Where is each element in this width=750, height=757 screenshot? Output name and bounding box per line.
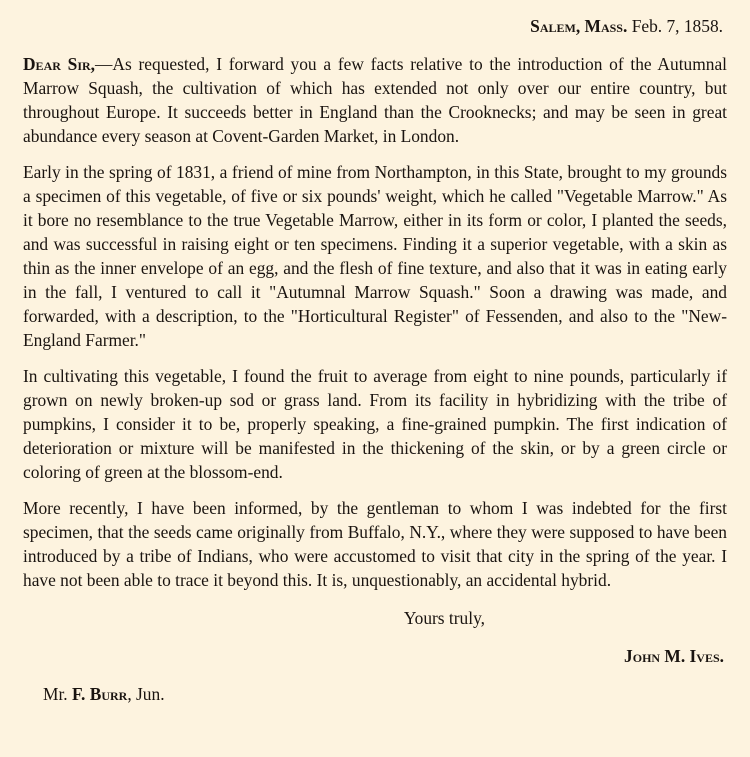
signature-name: John M. Ives. <box>624 646 724 666</box>
closing: Yours truly, <box>403 608 485 628</box>
addressee-prefix: Mr. <box>43 684 68 704</box>
letter-paragraph <box>23 364 727 484</box>
paragraph-text: More recently, I have been informed, by the gentleman to whom I was indebted for the first specimen, that the seeds came originally from Buffalo, N.Y., where they were supposed to have been introduced by a tribe of Indians, who were accustomed to visit that city in the spring of the year. I have not been able to trace it beyond this. It is, unquestionably, an accidental hybrid. <box>23 498 727 590</box>
paragraph-text: In cultivating this vegetable, I found the fruit to average from eight to nine pounds, particularly if grown on newly broken-up sod or grass land. From its facility in hybridizing with the tribe of pumpkins, I consider it to be, properly speaking, a fine-grained pumpkin. The first indication of deterioration or mixture will be manifested in the thickening of the skin, or by a green circle or coloring of green at the blossom-end. <box>23 366 727 482</box>
addressee-suffix: , Jun. <box>127 684 165 704</box>
paragraph-text: Early in the spring of 1831, a friend of mine from Northampton, in this State, brought to my grounds a specimen of this vegetable, of five or six pounds' weight, which he called "Vegetable Marrow." As it bore no resemblance to the true Vegetable Marrow, either in its form or color, I planted the seeds, and was successful in raising eight or ten specimens. Finding it a superior vegetable, with a skin as thin as the inner envelope of an egg, and the flesh of fine texture, and also that it was in eating early in the fall, I ventured to call it "Autumnal Marrow Squash." Soon a drawing was made, and forwarded, with a description, to the "Horticultural Register" of Fessenden, and also to the "New-England Farmer." <box>23 162 727 350</box>
dateline-place: Salem, Mass. <box>530 16 628 36</box>
dateline-date: Feb. 7, 1858. <box>631 16 723 36</box>
letter-paragraph <box>23 52 727 148</box>
addressee <box>43 682 727 706</box>
dateline <box>23 14 727 38</box>
letter-paragraph <box>23 496 727 592</box>
addressee-name: F. Burr <box>72 684 128 704</box>
letter-paragraph <box>23 160 727 352</box>
salutation: Dear Sir, <box>23 54 96 74</box>
signature <box>23 644 727 668</box>
paragraph-text: —As requested, I forward you a few facts relative to the introduction of the Autumnal Marrow Squash, the cultivation of which has extended not only over our entire country, but throughout Europe. It succeeds better in England than the Crooknecks; and may be seen in great abundance every season at Covent-Garden Market, in London. <box>23 54 727 146</box>
